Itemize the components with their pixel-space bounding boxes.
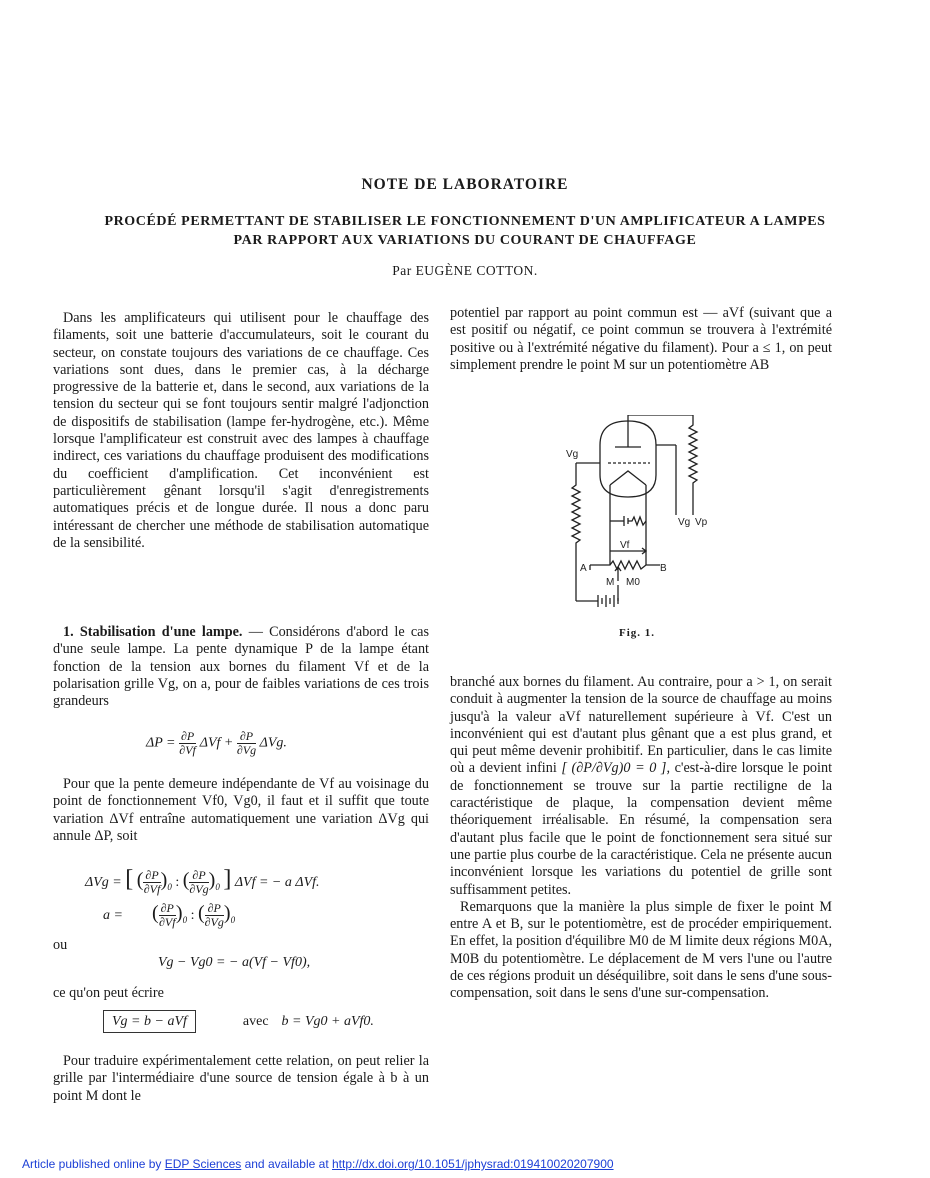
- boxed-relation: Vg = b − aVf: [103, 1010, 196, 1033]
- cequon-text: [53, 985, 429, 1002]
- footer-prefix: Article published online by: [22, 1157, 165, 1171]
- label-a: A: [580, 563, 587, 574]
- article-title: [0, 212, 930, 250]
- potentiometer: [590, 561, 660, 569]
- publisher-link[interactable]: EDP Sciences: [164, 1157, 242, 1171]
- equation-dvg: ΔVg = [ ( $\frac{\partial P}{\partial Vf}$ )$_0$ : ( $\frac{\partial P}{\partial Vg}$ )$_0$ ] ΔVf = − a ΔVf.: [85, 866, 320, 897]
- section-text: — Considérons d'abord le cas d'une seule lampe. La pente dynamique P de la lampe étant fonction de la tension aux bornes du filament Vf et de la polarisation grille Vg, on a, pour de faibles variations de ces trois grandeurs: [53, 624, 429, 710]
- eq1-frac1: $\frac{\partial P}{\partial Vf}$: [179, 729, 196, 757]
- ou-text: [53, 937, 429, 954]
- right-paragraph-3: Remarquons que la manière la plus simple de fixer le point M entre A et B, sur le potentiomètre, est de procéder empiriquement. En effet, la position d'équilibre M0 de M limite deux régions M0A, M0B du potentiomètre. Le déplacement de M vers l'une ou l'autre de ces régions produit un déséquilibre, soit dans le sens d'une sous-compensation, soit dans le sens d'une sur-compensation.: [450, 898, 832, 1002]
- intro-paragraph: Dans les amplificateurs qui utilisent pour le chauffage des filaments, soit une batterie d'accumulateurs, soit le courant du secteur, on constate toujours des variations de ce chauffage. Ces variations sont dues, dans le premier cas, à la décharge progressive de la batterie et, dans le second, aux variations de la tension du secteur qui se font toujours sentir malgré l'adjonction de dispositifs de stabilisation (lampe fer-hydrogène, etc.). Même lorsque l'amplificateur est construit avec des lampes à chauffage indirect, ces variations du chauffage produisent des modifications du coefficient d'amplification. Cet inconvénient est particulièrement gênant lorsqu'il s'agit d'enregistrements automatiques précis et de longue durée. Il nous a donc paru intéressant de chercher une méthode de stabilisation automatique de la sensibilité.: [53, 310, 429, 551]
- eq1-term2: ΔVg.: [259, 735, 287, 751]
- eq1-term1: ΔVf +: [199, 735, 234, 751]
- label-b: B: [660, 563, 667, 574]
- article-title-line2: PAR RAPPORT AUX VARIATIONS DU COURANT DE CHAUFFAGE: [233, 233, 697, 248]
- label-vg: Vg: [566, 449, 579, 460]
- equation-vg: Vg − Vg0 = − a(Vf − Vf0),: [158, 955, 311, 970]
- circuit-figure: [560, 415, 730, 615]
- left-section: [53, 624, 429, 710]
- author-line: [0, 263, 930, 279]
- figure-caption: Fig. 1.: [619, 627, 656, 639]
- ou-word: ou: [53, 937, 68, 953]
- author-prefix: Par: [392, 263, 412, 278]
- doi-link[interactable]: http://dx.doi.org/10.1051/jphysrad:019410020207900: [331, 1157, 614, 1171]
- equation-boxed: [103, 1014, 374, 1030]
- left-para3: [53, 1053, 429, 1105]
- eq5-rhs: b = Vg0 + aVf0.: [281, 1014, 374, 1029]
- author-name: EUGÈNE COTTON.: [415, 263, 538, 278]
- eq1-frac2: $\frac{\partial P}{\partial Vg}$: [236, 729, 257, 757]
- equation-a: a = ( $\frac{\partial P}{\partial Vf}$ )$_0$ : ( $\frac{\partial P}{\partial Vg}$ )$_0$: [103, 901, 236, 930]
- right-para2: [450, 674, 832, 1003]
- right-paragraph-1: potentiel par rapport au point commun est — aVf (suivant que a est positif ou négatif, ce point commun se trouvera à l'extrémité positive ou à l'extrémité négative du filament). Pour a ≤ 1, on peut simplement prendre le point M sur un potentiomètre AB: [450, 305, 832, 373]
- section-heading: 1. Stabilisation d'une lampe.: [63, 624, 243, 640]
- article-title-line1: PROCÉDÉ PERMETTANT DE STABILISER LE FONCTIONNEMENT D'UN AMPLIFICATEUR A LAMPES: [104, 214, 826, 229]
- label-vp: Vp: [695, 517, 708, 528]
- plate-resistor: [689, 415, 697, 515]
- right-paragraph-2: branché aux bornes du filament. Au contraire, pour a > 1, on serait conduit à augmenter la tension de la source de chauffage au moins jusqu'à la valeur aVf naturellement supérieure à Vf. C'est un inconvénient qui est d'autant plus gênant que a est plus grand, et qui peut même devenir prohibitif. En particulier, dans le cas limite où a devient infini [ (∂P/∂Vg)0 = 0 ], c'est-à-dire lorsque le point de fonctionnement se trouve sur la partie rectiligne de la caractéristique de plaque, la compensation devient même théoriquement irréalisable. En résumé, la compensation sera d'autant plus facile que le point de fonctionnement sera situé sur une partie plus courbe de la caractéristique. Cela ne présente aucun inconvénient lorsque les variations du potentiel de grille sont suffisamment petites.: [450, 674, 833, 898]
- equation-dp: [146, 730, 287, 757]
- label-vf: Vf: [620, 540, 630, 551]
- right-para1: [450, 305, 832, 374]
- grid-resistor: [572, 475, 580, 601]
- eq2-rhs: ΔVf = − a ΔVf.: [234, 875, 320, 890]
- paragraph-3: Pour traduire expérimentalement cette relation, on peut relier la grille par l'intermédiaire d'une source de tension égale à b à un point M dont le: [53, 1053, 429, 1104]
- left-intro: [53, 310, 429, 552]
- eq3-lhs: a =: [103, 908, 123, 923]
- left-para2: [53, 776, 429, 845]
- label-m0: M0: [626, 577, 640, 588]
- limit-bracket: [ (∂P/∂Vg)0 = 0 ],: [561, 760, 671, 777]
- footer-middle: and available at: [241, 1157, 332, 1171]
- cequon-phrase: ce qu'on peut écrire: [53, 985, 164, 1001]
- paragraph-2: Pour que la pente demeure indépendante de Vf au voisinage du point de fonctionnement Vf0, Vg0, il faut et il suffit que toute variation ΔVf entraîne automatiquement une variation ΔVg qui annule ΔP, soit: [53, 776, 429, 844]
- section-label: NOTE DE LABORATOIRE: [361, 176, 569, 193]
- publication-footer: [22, 1157, 614, 1171]
- eq1-lhs: ΔP =: [146, 735, 176, 751]
- eq5-avec: avec: [242, 1014, 269, 1029]
- label-m: M: [606, 577, 615, 588]
- eq2-lhs: ΔVg =: [85, 875, 122, 890]
- label-vg2: Vg: [678, 517, 691, 528]
